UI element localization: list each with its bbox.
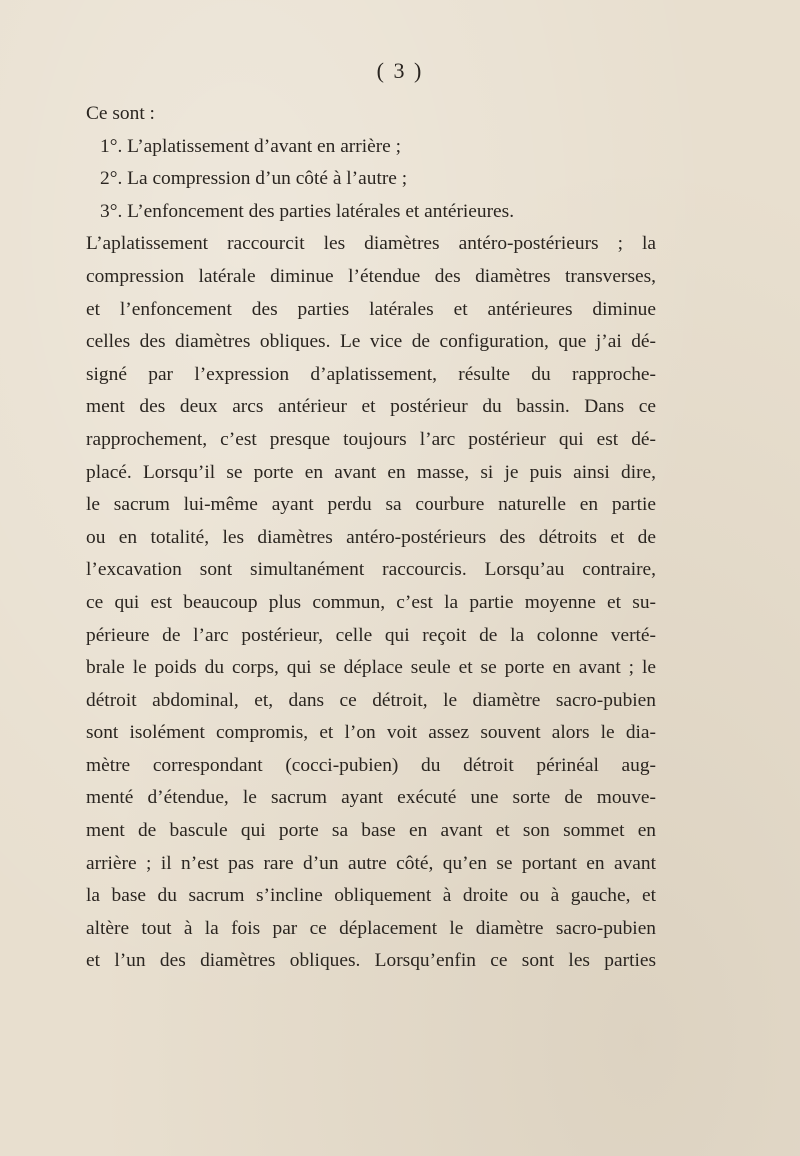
text-line: ce qui est beaucoup plus commun, c’est la partie moyenne et su-: [86, 591, 656, 613]
text-line: altère tout à la fois par ce déplacement le diamètre sacro-pubien: [86, 917, 656, 939]
text-line: menté d’étendue, le sacrum ayant exécuté une sorte de mouve-: [86, 787, 656, 809]
text-line: brale le poids du corps, qui se déplace seule et se porte en avant ; le: [86, 657, 656, 679]
text-line: celles des diamètres obliques. Le vice de configuration, que j’ai dé-: [86, 331, 656, 353]
text-line: ment de bascule qui porte sa base en avant et son sommet en: [86, 820, 656, 842]
text-line: L’aplatissement raccourcit les diamètres antéro-postérieurs ; la: [86, 233, 656, 255]
body-text: [86, 98, 656, 978]
text-line: Ce sont :: [86, 103, 155, 124]
text-line: et l’enfoncement des parties latérales et antérieures diminue: [86, 298, 656, 320]
text-line: sont isolément compromis, et l’on voit assez souvent alors le dia-: [86, 722, 656, 744]
text-line: détroit abdominal, et, dans ce détroit, le diamètre sacro-pubien: [86, 689, 656, 711]
text-line: ment des deux arcs antérieur et postérieur du bassin. Dans ce: [86, 396, 656, 418]
text-line: le sacrum lui-même ayant perdu sa courbure naturelle en partie: [86, 494, 656, 516]
text-line: périeure de l’arc postérieur, celle qui reçoit de la colonne verté-: [86, 624, 656, 646]
text-line: placé. Lorsqu’il se porte en avant en masse, si je puis ainsi dire,: [86, 461, 656, 483]
text-line: l’excavation sont simultanément raccourcis. Lorsqu’au contraire,: [86, 559, 656, 581]
text-line: 3°. L’enfoncement des parties latérales et antérieures.: [100, 200, 515, 222]
text-line: 1°. L’aplatissement d’avant en arrière ;: [100, 135, 402, 157]
page-number: ( 3 ): [376, 58, 424, 83]
text-line: signé par l’expression d’aplatissement, résulte du rapproche-: [86, 363, 656, 385]
text-line: arrière ; il n’est pas rare d’un autre côté, qu’en se portant en avant: [86, 852, 656, 874]
text-line: ou en totalité, les diamètres antéro-postérieurs des détroits et de: [86, 526, 656, 548]
text-line: la base du sacrum s’incline obliquement à droite ou à gauche, et: [86, 885, 656, 907]
text-line: compression latérale diminue l’étendue des diamètres transverses,: [86, 265, 656, 287]
text-line: rapprochement, c’est presque toujours l’arc postérieur qui est dé-: [86, 428, 656, 450]
text-line: 2°. La compression d’un côté à l’autre ;: [100, 168, 408, 190]
text-line: mètre correspondant (cocci-pubien) du détroit périnéal aug-: [86, 754, 656, 776]
text-line: et l’un des diamètres obliques. Lorsqu’enfin ce sont les parties: [86, 950, 656, 972]
